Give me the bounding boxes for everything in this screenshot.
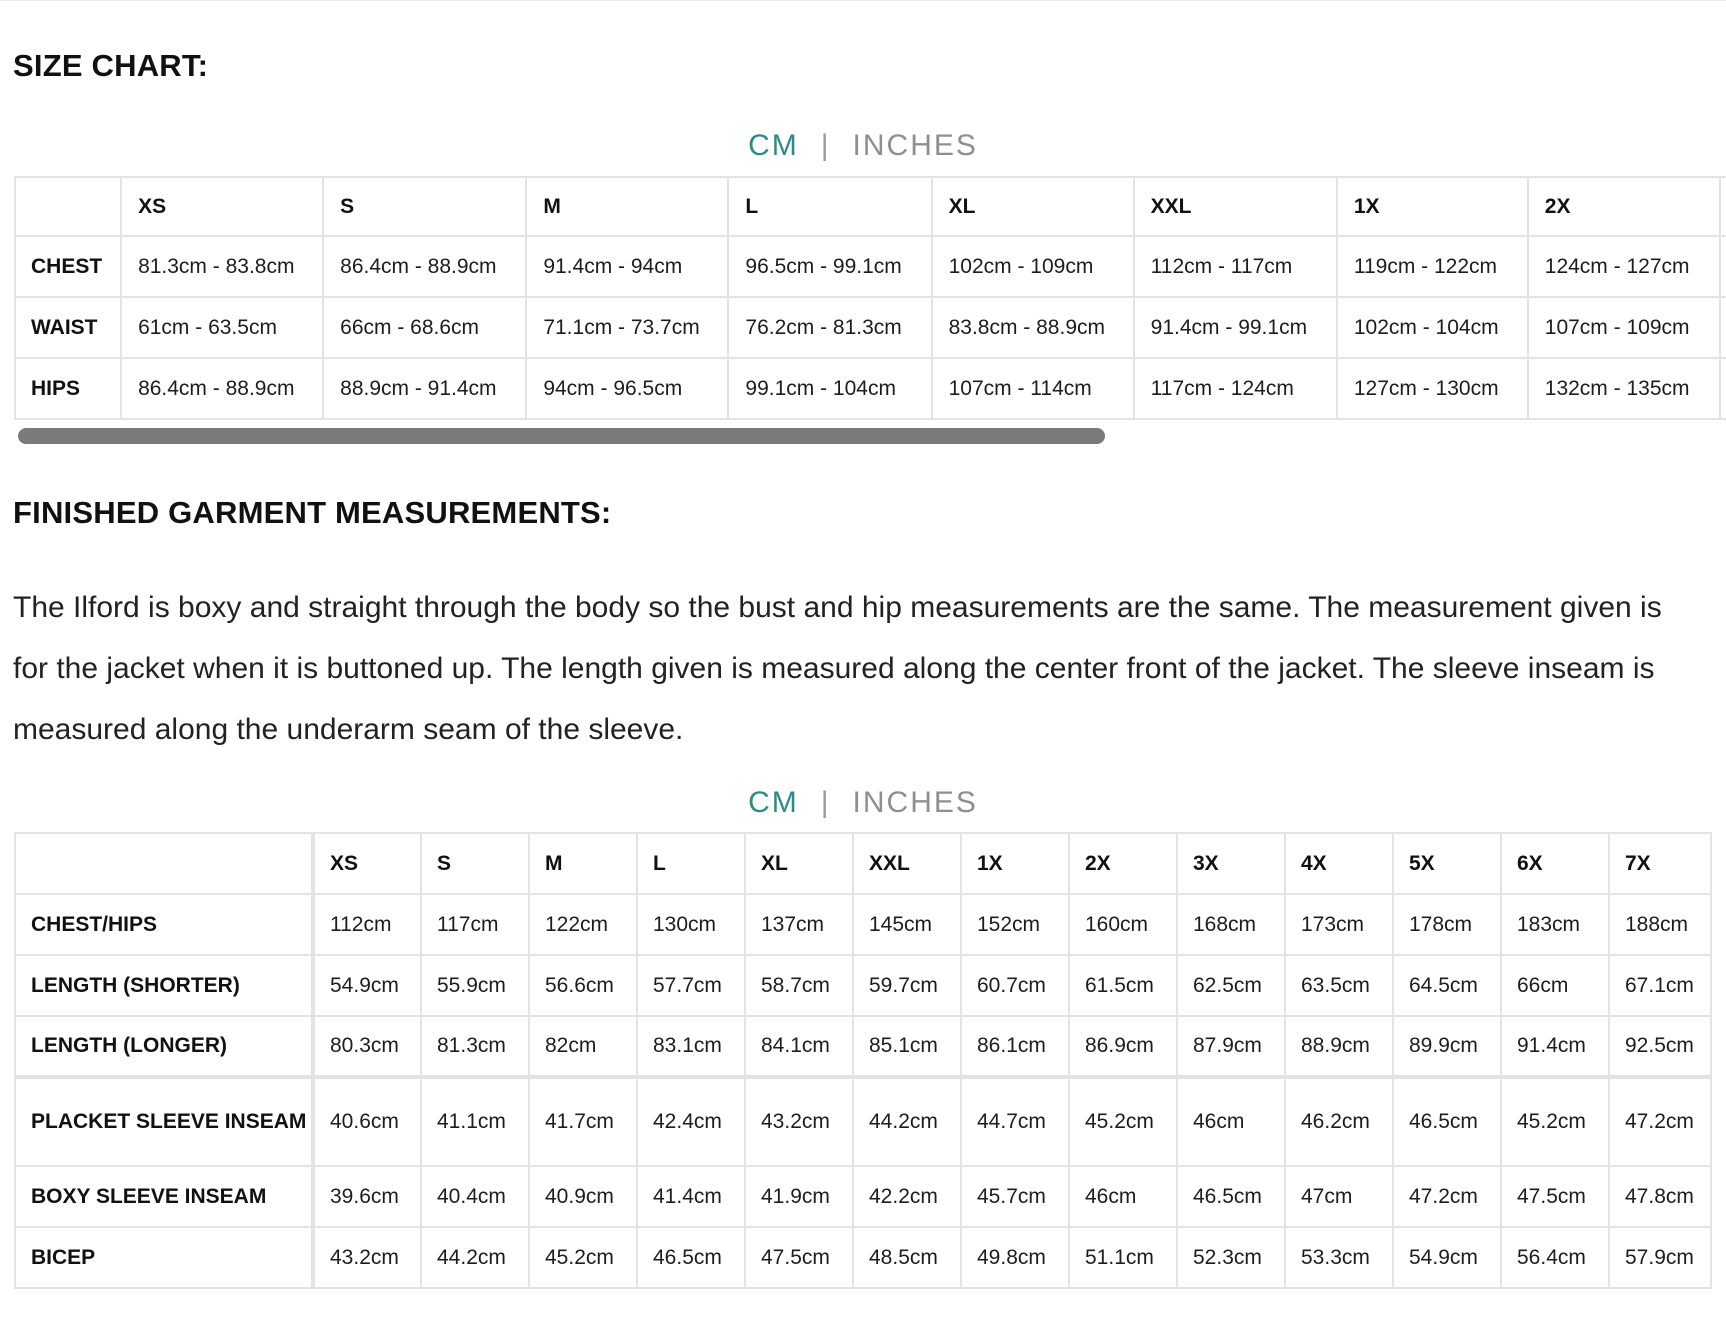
unit-separator: | bbox=[820, 129, 831, 162]
cell-chest-hips-xs: 112cm bbox=[313, 894, 421, 955]
cell-placket-sleeve-inseam-4x: 46.2cm bbox=[1285, 1077, 1393, 1166]
cell-bicep-s: 44.2cm bbox=[421, 1227, 529, 1288]
row-placket-sleeve-inseam bbox=[15, 1077, 1711, 1166]
cell-length-shorter-s: 55.9cm bbox=[421, 955, 529, 1016]
row-waist bbox=[15, 297, 1726, 358]
cell-bicep-5x: 54.9cm bbox=[1393, 1227, 1501, 1288]
size-header-6x: 6X bbox=[1501, 833, 1609, 894]
size-header-1x: 1X bbox=[961, 833, 1069, 894]
size-chart-heading: SIZE CHART: bbox=[13, 48, 209, 83]
cell-placket-sleeve-inseam-1x: 44.7cm bbox=[961, 1077, 1069, 1166]
cell-length-longer-xs: 80.3cm bbox=[313, 1016, 421, 1077]
cell-chest-xxl: 112cm - 117cm bbox=[1134, 236, 1337, 297]
cell-chest-hips-1x: 152cm bbox=[961, 894, 1069, 955]
cell-chest-xs: 81.3cm - 83.8cm bbox=[121, 236, 323, 297]
cell-length-longer-3x: 87.9cm bbox=[1177, 1016, 1285, 1077]
cell-placket-sleeve-inseam-xs: 40.6cm bbox=[313, 1077, 421, 1166]
overflow-cell bbox=[1720, 297, 1726, 358]
cell-waist-xl: 83.8cm - 88.9cm bbox=[932, 297, 1134, 358]
row-label: CHEST bbox=[15, 236, 121, 297]
row-label: BICEP bbox=[15, 1227, 313, 1288]
size-header-7x: 7X bbox=[1609, 833, 1711, 894]
cell-bicep-m: 45.2cm bbox=[529, 1227, 637, 1288]
cell-boxy-sleeve-inseam-4x: 47cm bbox=[1285, 1166, 1393, 1227]
cell-length-shorter-3x: 62.5cm bbox=[1177, 955, 1285, 1016]
cell-length-shorter-4x: 63.5cm bbox=[1285, 955, 1393, 1016]
cell-boxy-sleeve-inseam-5x: 47.2cm bbox=[1393, 1166, 1501, 1227]
size-header-l: L bbox=[728, 177, 931, 236]
cell-placket-sleeve-inseam-xl: 43.2cm bbox=[745, 1077, 853, 1166]
unit-toggle-finished bbox=[0, 786, 1726, 820]
unit-toggle-size-chart bbox=[0, 129, 1726, 163]
size-header-xs: XS bbox=[121, 177, 323, 236]
cell-waist-l: 76.2cm - 81.3cm bbox=[728, 297, 931, 358]
row-hips bbox=[15, 358, 1726, 419]
cell-boxy-sleeve-inseam-l: 41.4cm bbox=[637, 1166, 745, 1227]
cell-bicep-6x: 56.4cm bbox=[1501, 1227, 1609, 1288]
cell-waist-xxl: 91.4cm - 99.1cm bbox=[1134, 297, 1337, 358]
cell-length-shorter-xs: 54.9cm bbox=[313, 955, 421, 1016]
cm-toggle[interactable]: CM bbox=[748, 129, 799, 162]
cell-length-longer-l: 83.1cm bbox=[637, 1016, 745, 1077]
size-chart-table bbox=[14, 176, 1726, 420]
header-corner-cell bbox=[15, 833, 313, 894]
cell-hips-1x: 127cm - 130cm bbox=[1337, 358, 1528, 419]
cell-length-longer-6x: 91.4cm bbox=[1501, 1016, 1609, 1077]
size-header-xxl: XXL bbox=[1134, 177, 1337, 236]
cell-waist-s: 66cm - 68.6cm bbox=[323, 297, 526, 358]
cell-bicep-xs: 43.2cm bbox=[313, 1227, 421, 1288]
overflow-cell bbox=[1720, 358, 1726, 419]
cell-chest-hips-m: 122cm bbox=[529, 894, 637, 955]
cell-boxy-sleeve-inseam-xl: 41.9cm bbox=[745, 1166, 853, 1227]
row-length-shorter bbox=[15, 955, 1711, 1016]
cell-length-shorter-l: 57.7cm bbox=[637, 955, 745, 1016]
size-chart-scroll-container[interactable] bbox=[14, 176, 1726, 446]
cell-length-shorter-1x: 60.7cm bbox=[961, 955, 1069, 1016]
cell-length-longer-xl: 84.1cm bbox=[745, 1016, 853, 1077]
cell-length-shorter-xxl: 59.7cm bbox=[853, 955, 961, 1016]
cell-chest-hips-7x: 188cm bbox=[1609, 894, 1711, 955]
row-label: LENGTH (LONGER) bbox=[15, 1016, 313, 1077]
cell-placket-sleeve-inseam-5x: 46.5cm bbox=[1393, 1077, 1501, 1166]
overflow-cell bbox=[1720, 236, 1726, 297]
horizontal-scrollbar-thumb[interactable] bbox=[18, 428, 1105, 444]
cell-chest-hips-l: 130cm bbox=[637, 894, 745, 955]
row-chest-hips bbox=[15, 894, 1711, 955]
size-header-l: L bbox=[637, 833, 745, 894]
cm-toggle[interactable]: CM bbox=[748, 786, 799, 819]
size-header-s: S bbox=[323, 177, 526, 236]
cell-waist-1x: 102cm - 104cm bbox=[1337, 297, 1528, 358]
finished-garment-description: The Ilford is boxy and straight through the body so the bust and hip measurements are the same. The measurement given is for the jacket when it is buttoned up. The length given is measured along the center front of the jacket. The sleeve inseam is measured along the underarm seam of the sleeve. bbox=[13, 591, 1662, 746]
row-label: LENGTH (SHORTER) bbox=[15, 955, 313, 1016]
cell-placket-sleeve-inseam-6x: 45.2cm bbox=[1501, 1077, 1609, 1166]
size-header-2x: 2X bbox=[1528, 177, 1720, 236]
cell-boxy-sleeve-inseam-3x: 46.5cm bbox=[1177, 1166, 1285, 1227]
top-divider bbox=[0, 0, 1726, 1]
cell-bicep-xxl: 48.5cm bbox=[853, 1227, 961, 1288]
row-label: HIPS bbox=[15, 358, 121, 419]
size-header-2x: 2X bbox=[1069, 833, 1177, 894]
row-label: PLACKET SLEEVE INSEAM bbox=[15, 1077, 313, 1166]
cell-length-longer-1x: 86.1cm bbox=[961, 1016, 1069, 1077]
row-length-longer bbox=[15, 1016, 1711, 1077]
cell-hips-2x: 132cm - 135cm bbox=[1528, 358, 1720, 419]
size-header-xl: XL bbox=[932, 177, 1134, 236]
row-label: BOXY SLEEVE INSEAM bbox=[15, 1166, 313, 1227]
row-label: CHEST/HIPS bbox=[15, 894, 313, 955]
size-header-s: S bbox=[421, 833, 529, 894]
unit-separator: | bbox=[820, 786, 831, 819]
cell-hips-l: 99.1cm - 104cm bbox=[728, 358, 931, 419]
cell-hips-m: 94cm - 96.5cm bbox=[526, 358, 728, 419]
size-header-5x: 5X bbox=[1393, 833, 1501, 894]
cell-placket-sleeve-inseam-s: 41.1cm bbox=[421, 1077, 529, 1166]
cell-boxy-sleeve-inseam-xs: 39.6cm bbox=[313, 1166, 421, 1227]
cell-length-longer-2x: 86.9cm bbox=[1069, 1016, 1177, 1077]
cell-chest-s: 86.4cm - 88.9cm bbox=[323, 236, 526, 297]
cell-placket-sleeve-inseam-m: 41.7cm bbox=[529, 1077, 637, 1166]
size-header-3x: 3X bbox=[1177, 833, 1285, 894]
cell-chest-hips-2x: 160cm bbox=[1069, 894, 1177, 955]
cell-length-shorter-5x: 64.5cm bbox=[1393, 955, 1501, 1016]
size-chart-header-row bbox=[15, 177, 1726, 236]
cell-hips-s: 88.9cm - 91.4cm bbox=[323, 358, 526, 419]
cell-bicep-2x: 51.1cm bbox=[1069, 1227, 1177, 1288]
cell-placket-sleeve-inseam-3x: 46cm bbox=[1177, 1077, 1285, 1166]
cell-bicep-3x: 52.3cm bbox=[1177, 1227, 1285, 1288]
cell-hips-xl: 107cm - 114cm bbox=[932, 358, 1134, 419]
cell-length-longer-7x: 92.5cm bbox=[1609, 1016, 1711, 1077]
cell-length-longer-5x: 89.9cm bbox=[1393, 1016, 1501, 1077]
size-header-4x: 4X bbox=[1285, 833, 1393, 894]
cell-boxy-sleeve-inseam-s: 40.4cm bbox=[421, 1166, 529, 1227]
size-header-xs: XS bbox=[313, 833, 421, 894]
cell-length-longer-m: 82cm bbox=[529, 1016, 637, 1077]
cell-boxy-sleeve-inseam-7x: 47.8cm bbox=[1609, 1166, 1711, 1227]
cell-bicep-4x: 53.3cm bbox=[1285, 1227, 1393, 1288]
cell-placket-sleeve-inseam-2x: 45.2cm bbox=[1069, 1077, 1177, 1166]
size-header-m: M bbox=[529, 833, 637, 894]
cell-chest-hips-4x: 173cm bbox=[1285, 894, 1393, 955]
size-header-m: M bbox=[526, 177, 728, 236]
cell-boxy-sleeve-inseam-m: 40.9cm bbox=[529, 1166, 637, 1227]
cell-hips-xs: 86.4cm - 88.9cm bbox=[121, 358, 323, 419]
cell-chest-hips-xl: 137cm bbox=[745, 894, 853, 955]
finished-header-row bbox=[15, 833, 1711, 894]
cell-chest-hips-6x: 183cm bbox=[1501, 894, 1609, 955]
row-bicep bbox=[15, 1227, 1711, 1288]
cell-bicep-1x: 49.8cm bbox=[961, 1227, 1069, 1288]
finished-garment-table bbox=[14, 832, 1712, 1289]
row-label: WAIST bbox=[15, 297, 121, 358]
cell-placket-sleeve-inseam-l: 42.4cm bbox=[637, 1077, 745, 1166]
cell-boxy-sleeve-inseam-xxl: 42.2cm bbox=[853, 1166, 961, 1227]
row-boxy-sleeve-inseam bbox=[15, 1166, 1711, 1227]
cell-length-longer-4x: 88.9cm bbox=[1285, 1016, 1393, 1077]
cell-chest-1x: 119cm - 122cm bbox=[1337, 236, 1528, 297]
finished-garment-heading: FINISHED GARMENT MEASUREMENTS: bbox=[13, 495, 612, 530]
cell-length-longer-xxl: 85.1cm bbox=[853, 1016, 961, 1077]
cell-chest-hips-3x: 168cm bbox=[1177, 894, 1285, 955]
cell-boxy-sleeve-inseam-2x: 46cm bbox=[1069, 1166, 1177, 1227]
overflow-header-cell bbox=[1720, 177, 1726, 236]
cell-placket-sleeve-inseam-7x: 47.2cm bbox=[1609, 1077, 1711, 1166]
row-chest bbox=[15, 236, 1726, 297]
cell-waist-2x: 107cm - 109cm bbox=[1528, 297, 1720, 358]
size-header-xl: XL bbox=[745, 833, 853, 894]
cell-length-shorter-2x: 61.5cm bbox=[1069, 955, 1177, 1016]
cell-length-longer-s: 81.3cm bbox=[421, 1016, 529, 1077]
cell-length-shorter-7x: 67.1cm bbox=[1609, 955, 1711, 1016]
cell-chest-hips-5x: 178cm bbox=[1393, 894, 1501, 955]
cell-boxy-sleeve-inseam-1x: 45.7cm bbox=[961, 1166, 1069, 1227]
inches-toggle[interactable]: INCHES bbox=[852, 129, 978, 162]
inches-toggle[interactable]: INCHES bbox=[852, 786, 978, 819]
cell-chest-l: 96.5cm - 99.1cm bbox=[728, 236, 931, 297]
cell-chest-2x: 124cm - 127cm bbox=[1528, 236, 1720, 297]
header-corner-cell bbox=[15, 177, 121, 236]
cell-hips-xxl: 117cm - 124cm bbox=[1134, 358, 1337, 419]
size-header-1x: 1X bbox=[1337, 177, 1528, 236]
cell-bicep-xl: 47.5cm bbox=[745, 1227, 853, 1288]
cell-bicep-l: 46.5cm bbox=[637, 1227, 745, 1288]
cell-bicep-7x: 57.9cm bbox=[1609, 1227, 1711, 1288]
cell-chest-xl: 102cm - 109cm bbox=[932, 236, 1134, 297]
cell-boxy-sleeve-inseam-6x: 47.5cm bbox=[1501, 1166, 1609, 1227]
size-header-xxl: XXL bbox=[853, 833, 961, 894]
cell-placket-sleeve-inseam-xxl: 44.2cm bbox=[853, 1077, 961, 1166]
cell-chest-m: 91.4cm - 94cm bbox=[526, 236, 728, 297]
cell-waist-xs: 61cm - 63.5cm bbox=[121, 297, 323, 358]
cell-length-shorter-6x: 66cm bbox=[1501, 955, 1609, 1016]
cell-waist-m: 71.1cm - 73.7cm bbox=[526, 297, 728, 358]
cell-length-shorter-m: 56.6cm bbox=[529, 955, 637, 1016]
cell-chest-hips-s: 117cm bbox=[421, 894, 529, 955]
cell-chest-hips-xxl: 145cm bbox=[853, 894, 961, 955]
cell-length-shorter-xl: 58.7cm bbox=[745, 955, 853, 1016]
